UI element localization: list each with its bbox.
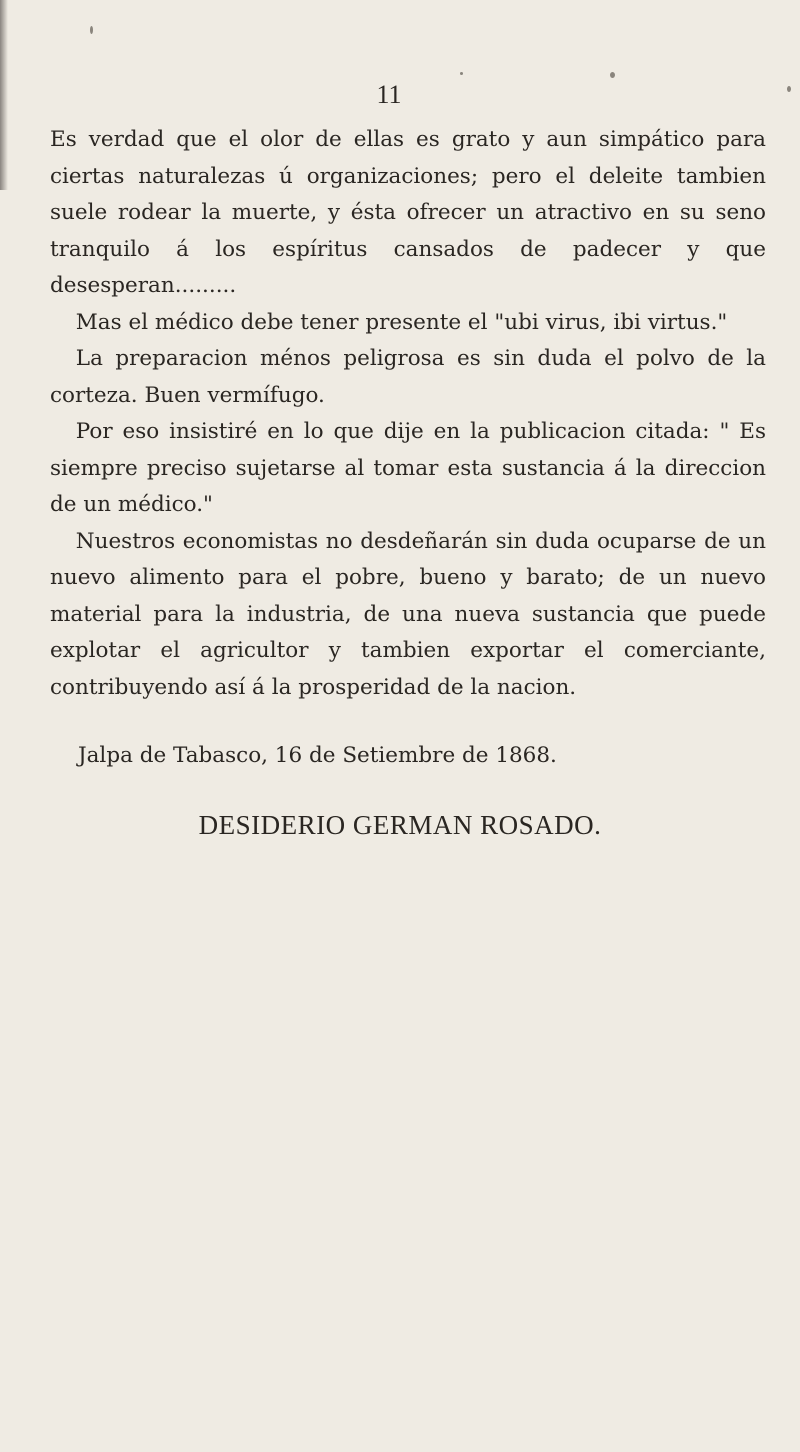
ink-speck <box>610 72 615 78</box>
ink-speck <box>90 26 93 34</box>
ink-speck <box>787 86 791 92</box>
paragraph-1: Es verdad que el olor de ellas es grato y aun simpático para ciertas naturalezas ú organizaciones; pero el deleite tambien suele rodear la muerte, y ésta ofrecer un atractivo en su seno tranquilo á los espíritus cansados de padecer y que desesperan......... <box>50 127 766 298</box>
paragraph-4: Por eso insistiré en lo que dije en la publicacion citada: " Es siempre preciso sujetarse al tomar esta sustancia á la direccion de un médico." <box>50 419 766 517</box>
paragraph-2: Mas el médico debe tener presente el "ubi virus, ibi virtus." <box>75 309 728 335</box>
page-number: 11 <box>376 80 402 109</box>
paragraph-3: La preparacion ménos peligrosa es sin duda el polvo de la corteza. Buen vermífugo. <box>50 346 766 408</box>
paragraph-5: Nuestros economistas no desdeñarán sin duda ocuparse de un nuevo alimento para el pobre, bueno y barato; de un nuevo material para la industria, de una nueva sustancia que puede explotar el agricultor y tambien exportar el comerciante, contribuyendo así á la prosperidad de la nacion. <box>50 528 766 700</box>
ink-speck <box>460 72 463 75</box>
dateline: Jalpa de Tabasco, 16 de Setiembre de 1868. <box>78 743 557 768</box>
signature: DESIDERIO GERMAN ROSADO. <box>198 810 602 840</box>
body-text <box>50 122 766 706</box>
